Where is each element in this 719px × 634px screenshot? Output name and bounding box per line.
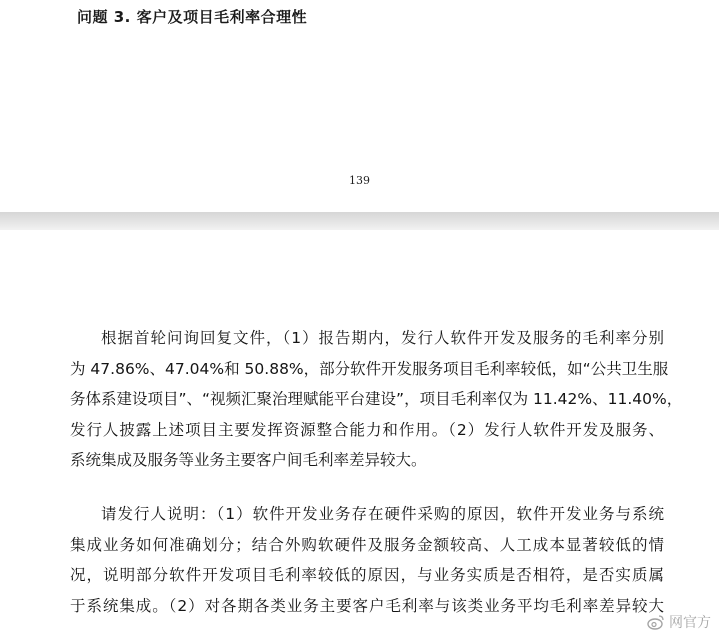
paragraph-line: 根据首轮问询回复文件，（1）报告期内，发行人软件开发及服务的毛利率分别: [101, 329, 664, 347]
paragraph-line: 于系统集成。（2）对各期各类业务主要客户毛利率与该类业务平均毛利率差异较大: [70, 596, 664, 615]
paragraph-request: [70, 499, 664, 621]
watermark: [647, 612, 711, 632]
paragraph-line: 请发行人说明：（1）软件开发业务存在硬件采购的原因，软件开发业务与系统: [101, 505, 664, 523]
paragraph-background: [70, 323, 683, 476]
question-heading: 问题 3. 客户及项目毛利率合理性: [77, 8, 308, 26]
paragraph-line: 况，说明部分软件开发项目毛利率较低的原因，与业务实质是否相符，是否实质属: [70, 566, 664, 584]
paragraph-line: 系统集成及服务等业务主要客户间毛利率差异较大。: [70, 451, 427, 469]
page-top-section: [0, 0, 719, 212]
page-separator: [0, 212, 719, 230]
page-number: 139: [349, 174, 370, 187]
paragraph-line: 发行人披露上述项目主要发挥资源整合能力和作用。（2）发行人软件开发及服务、: [70, 420, 664, 439]
paragraph-line: 务体系建设项目”、“视频汇聚治理赋能平台建设”，项目毛利率仅为 11.42%、11.40%，: [70, 390, 683, 408]
weibo-logo-icon: [647, 614, 665, 630]
watermark-text: 网官方: [669, 615, 711, 631]
paragraph-line: 为 47.86%、47.04%和 50.88%，部分软件开发服务项目毛利率较低，如“公共卫生服: [70, 359, 669, 378]
paragraph-line: 集成业务如何准确划分；结合外购软硬件及服务金额较高、人工成本显著较低的情: [70, 535, 664, 554]
